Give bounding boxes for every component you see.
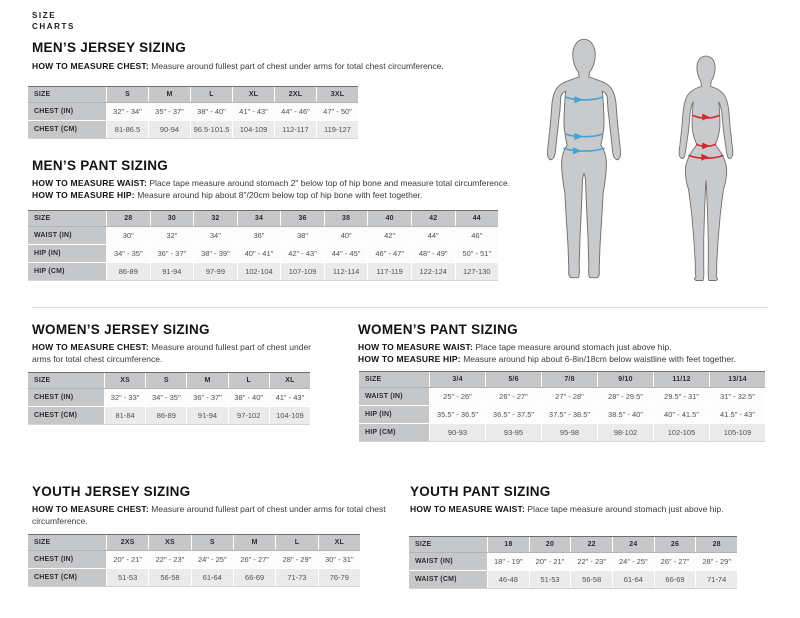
howto-text: Place tape measure around stomach 2" below top of hip bone and measure total circumference. xyxy=(149,178,511,188)
table-cell: 81-86.5 xyxy=(107,121,149,138)
table-cell: 97-99 xyxy=(194,263,238,280)
table-row-label: CHEST (CM) xyxy=(28,121,107,138)
table-cell: 20" - 21" xyxy=(530,553,572,570)
table-cell: 51-53 xyxy=(530,571,572,588)
table-cell: 44" - 46" xyxy=(275,103,317,120)
howto-label: HOW TO MEASURE WAIST: xyxy=(358,342,474,352)
table-header-cell: 2XL xyxy=(275,87,317,102)
table-cell: 34" xyxy=(194,227,238,244)
table-header-row xyxy=(28,535,360,551)
table-cell: 25" - 26" xyxy=(430,388,486,405)
howto-text: Measure around hip about 8"/20cm below top of hip bone with feet together. xyxy=(137,189,423,200)
table-header-cell: 40 xyxy=(368,211,412,226)
howto-text: Measure around fullest part of chest under arms for total chest circumference. xyxy=(32,504,386,526)
table-header-cell: XL xyxy=(334,539,344,546)
table-cell: 35" - 37" xyxy=(149,103,191,120)
size-charts-label-line2: CHARTS xyxy=(32,22,75,31)
female-body-silhouette xyxy=(664,50,748,282)
table-row-label: HIP (CM) xyxy=(359,424,430,441)
table-row-label: HIP (CM) xyxy=(28,263,107,280)
table-header-cell: XS xyxy=(105,373,146,388)
table-row xyxy=(359,406,765,424)
table-cell: 27" - 28" xyxy=(542,388,598,405)
table-cell: 104-109 xyxy=(276,411,304,420)
table-cell: 105-109 xyxy=(723,428,752,437)
table-header-cell: S xyxy=(192,535,234,550)
table-header-cell: 18 xyxy=(488,537,530,552)
table-header-cell: XL xyxy=(233,87,275,102)
table-cell: 26" - 27" xyxy=(655,553,697,570)
size-charts-label-line1: SIZE xyxy=(32,11,57,20)
table-header-row xyxy=(28,373,310,389)
table-cell: 40" - 41" xyxy=(238,245,282,262)
table-row xyxy=(409,553,737,571)
table-cell: 47" - 50" xyxy=(323,107,352,116)
table-row xyxy=(359,388,765,406)
table-header-cell: 3XL xyxy=(330,91,345,98)
table-row xyxy=(28,121,358,139)
table-cell: 41" - 43" xyxy=(233,103,275,120)
table-header-row xyxy=(359,372,765,388)
table-header-cell: 28 xyxy=(712,541,721,548)
table-cell: 112-114 xyxy=(325,263,369,280)
female-figure xyxy=(664,50,748,282)
table-cell: 86-89 xyxy=(146,407,187,424)
table-cell: 38" xyxy=(281,227,325,244)
howto-label: HOW TO MEASURE CHEST: xyxy=(32,342,149,352)
table-row xyxy=(409,571,737,589)
table-cell: 38" - 40" xyxy=(229,389,270,406)
table-header-cell: XL xyxy=(285,377,295,384)
table-cell: 61-64 xyxy=(613,571,655,588)
table-row xyxy=(28,227,498,245)
table-cell: 46" - 47" xyxy=(368,245,412,262)
table-cell: 91-94 xyxy=(151,263,195,280)
table-header-cell: 34 xyxy=(238,211,282,226)
table-row-label: CHEST (IN) xyxy=(28,389,105,406)
table-cell: 40" - 41.5" xyxy=(654,406,710,423)
howto-label: HOW TO MEASURE CHEST: xyxy=(32,61,149,71)
howto-text: Measure around fullest part of chest under arms for total chest circumference. xyxy=(151,61,444,71)
table-row xyxy=(28,263,498,281)
youth-pant-table xyxy=(409,536,737,589)
table-cell: 30" xyxy=(107,227,151,244)
table-cell: 24" - 25" xyxy=(613,553,655,570)
table-cell: 66-69 xyxy=(234,569,276,586)
table-header-cell: M xyxy=(149,87,191,102)
womens-jersey-table xyxy=(28,372,310,425)
howto-text: Place tape measure around stomach just above hip. xyxy=(527,504,724,514)
table-cell: 35.5" - 36.5" xyxy=(430,406,486,423)
table-row xyxy=(28,551,360,569)
table-row xyxy=(28,569,360,587)
table-cell: 76-79 xyxy=(329,573,349,582)
table-header-row xyxy=(28,87,358,103)
table-header-cell: 11/12 xyxy=(654,372,710,387)
table-header-row xyxy=(409,537,737,553)
table-cell: 28" - 29.5" xyxy=(598,388,654,405)
table-cell: 36" - 37" xyxy=(151,245,195,262)
table-header-cell: XS xyxy=(149,535,191,550)
table-cell: 127-130 xyxy=(463,267,491,276)
table-header-cell: L xyxy=(191,87,233,102)
table-cell: 81-84 xyxy=(105,407,146,424)
mens-pant-table xyxy=(28,210,498,281)
table-cell: 26" - 27" xyxy=(486,388,542,405)
table-cell: 48" - 49" xyxy=(412,245,456,262)
table-row xyxy=(359,424,765,442)
table-header-cell: 28 xyxy=(107,211,151,226)
womens-pant-table xyxy=(359,371,765,442)
howto-label: HOW TO MEASURE HIP: xyxy=(32,189,135,200)
section-title-youth-jersey: YOUTH JERSEY SIZING xyxy=(32,484,191,499)
table-cell: 24" - 25" xyxy=(192,551,234,568)
section-title-mens-jersey: MEN’S JERSEY SIZING xyxy=(32,40,186,55)
table-cell: 90-93 xyxy=(430,424,486,441)
table-cell: 18" - 19" xyxy=(488,553,530,570)
mens-jersey-table xyxy=(28,86,358,139)
youth-jersey-table xyxy=(28,534,360,587)
table-cell: 97-102 xyxy=(229,407,270,424)
table-cell: 20" - 21" xyxy=(107,551,149,568)
howto-text: Measure around fullest part of chest under arms for total chest circumference. xyxy=(32,342,311,364)
table-header-cell: 24 xyxy=(613,537,655,552)
table-cell: 91-94 xyxy=(187,407,228,424)
table-header-cell: 26 xyxy=(655,537,697,552)
table-cell: 28" - 29" xyxy=(276,551,318,568)
table-cell: 117-119 xyxy=(368,263,412,280)
table-cell: 40" xyxy=(325,227,369,244)
table-row xyxy=(28,103,358,121)
table-row-label: WAIST (IN) xyxy=(28,227,107,244)
howto-label: HOW TO MEASURE WAIST: xyxy=(32,178,148,188)
table-cell: 90-94 xyxy=(149,121,191,138)
table-header-cell: 9/10 xyxy=(598,372,654,387)
table-header-cell: S xyxy=(146,373,187,388)
table-row xyxy=(28,245,498,263)
howto-label: HOW TO MEASURE HIP: xyxy=(358,353,461,364)
table-cell: 22" - 23" xyxy=(149,551,191,568)
table-header-cell: 22 xyxy=(571,537,613,552)
table-cell: 96.5-101.5 xyxy=(191,121,233,138)
table-cell: 66-69 xyxy=(655,571,697,588)
table-corner-cell: SIZE xyxy=(28,373,105,388)
table-row xyxy=(28,389,310,407)
table-header-cell: 42 xyxy=(412,211,456,226)
table-cell: 32" xyxy=(151,227,195,244)
table-cell: 46-48 xyxy=(488,571,530,588)
table-header-cell: 38 xyxy=(325,211,369,226)
table-cell: 41.5" - 43" xyxy=(720,410,755,419)
male-body-silhouette xyxy=(536,36,632,281)
table-corner-cell: SIZE xyxy=(28,211,107,226)
table-cell: 95-98 xyxy=(542,424,598,441)
table-row-label: CHEST (CM) xyxy=(28,569,107,586)
table-header-cell: L xyxy=(276,535,318,550)
table-corner-cell: SIZE xyxy=(359,372,430,387)
table-row-label: WAIST (CM) xyxy=(409,571,488,588)
table-cell: 22" - 23" xyxy=(571,553,613,570)
table-cell: 44" - 45" xyxy=(325,245,369,262)
table-header-cell: M xyxy=(234,535,276,550)
table-cell: 29.5" - 31" xyxy=(654,388,710,405)
table-header-cell: 20 xyxy=(530,537,572,552)
table-cell: 38" - 39" xyxy=(194,245,238,262)
table-header-cell: 2XS xyxy=(107,535,149,550)
table-cell: 122-124 xyxy=(412,263,456,280)
table-cell: 104-109 xyxy=(233,121,275,138)
table-cell: 32" - 34" xyxy=(107,103,149,120)
table-cell: 71-73 xyxy=(276,569,318,586)
table-cell: 107-109 xyxy=(281,263,325,280)
table-cell: 36.5" - 37.5" xyxy=(486,406,542,423)
table-header-cell: 30 xyxy=(151,211,195,226)
table-cell: 42" - 43" xyxy=(281,245,325,262)
table-header-cell: 32 xyxy=(194,211,238,226)
table-header-cell: 13/14 xyxy=(728,376,747,383)
table-cell: 98-102 xyxy=(598,424,654,441)
table-cell: 30" - 31" xyxy=(324,555,354,564)
section-title-womens-pant: WOMEN’S PANT SIZING xyxy=(358,322,518,337)
table-header-cell: S xyxy=(107,87,149,102)
table-cell: 56-58 xyxy=(571,571,613,588)
table-cell: 50" - 51" xyxy=(462,249,492,258)
table-row-label: WAIST (IN) xyxy=(359,388,430,405)
table-cell: 28" - 29" xyxy=(702,557,732,566)
table-header-cell: 7/8 xyxy=(542,372,598,387)
table-cell: 86-89 xyxy=(107,263,151,280)
table-header-cell: 36 xyxy=(281,211,325,226)
table-row-label: HIP (IN) xyxy=(28,245,107,262)
howto-text: Place tape measure around stomach just above hip. xyxy=(475,342,672,352)
table-cell: 34" - 35" xyxy=(107,245,151,262)
table-row-label: CHEST (IN) xyxy=(28,103,107,120)
table-cell: 56-58 xyxy=(149,569,191,586)
table-row-label: CHEST (IN) xyxy=(28,551,107,568)
table-cell: 32" - 33" xyxy=(105,389,146,406)
howto-label: HOW TO MEASURE CHEST: xyxy=(32,504,149,514)
size-charts-label xyxy=(32,10,75,32)
table-cell: 44" xyxy=(412,227,456,244)
section-title-mens-pant: MEN’S PANT SIZING xyxy=(32,158,169,173)
table-cell: 119-127 xyxy=(324,125,351,134)
male-figure xyxy=(536,36,632,281)
female-silhouette-shape xyxy=(679,56,733,280)
howto-youth-jersey xyxy=(32,504,404,527)
section-divider xyxy=(32,307,768,308)
table-corner-cell: SIZE xyxy=(28,87,107,102)
table-corner-cell: SIZE xyxy=(28,535,107,550)
table-cell: 37.5" - 38.5" xyxy=(542,406,598,423)
table-cell: 71-74 xyxy=(707,575,727,584)
table-cell: 26" - 27" xyxy=(234,551,276,568)
table-header-row xyxy=(28,211,498,227)
table-row xyxy=(28,407,310,425)
table-header-cell: 5/6 xyxy=(486,372,542,387)
howto-womens-pant xyxy=(358,342,778,365)
table-cell: 42" xyxy=(368,227,412,244)
table-cell: 36" - 37" xyxy=(187,389,228,406)
table-cell: 61-64 xyxy=(192,569,234,586)
howto-womens-jersey xyxy=(32,342,332,365)
section-title-womens-jersey: WOMEN’S JERSEY SIZING xyxy=(32,322,210,337)
table-cell: 46" xyxy=(471,231,483,240)
table-cell: 112-117 xyxy=(275,121,317,138)
table-header-cell: M xyxy=(187,373,228,388)
table-cell: 36" xyxy=(238,227,282,244)
section-title-youth-pant: YOUTH PANT SIZING xyxy=(410,484,551,499)
table-corner-cell: SIZE xyxy=(409,537,488,552)
table-row-label: HIP (IN) xyxy=(359,406,430,423)
table-cell: 38.5" - 40" xyxy=(598,406,654,423)
howto-label: HOW TO MEASURE WAIST: xyxy=(410,504,526,514)
table-cell: 102-104 xyxy=(238,263,282,280)
table-row-label: CHEST (CM) xyxy=(28,407,105,424)
table-cell: 51-53 xyxy=(107,569,149,586)
table-header-cell: 3/4 xyxy=(430,372,486,387)
howto-youth-pant xyxy=(410,504,780,516)
table-cell: 102-105 xyxy=(654,424,710,441)
table-header-cell: L xyxy=(229,373,270,388)
table-cell: 31" - 32.5" xyxy=(720,392,755,401)
table-header-cell: 44 xyxy=(472,215,481,222)
table-cell: 38" - 40" xyxy=(191,103,233,120)
howto-text: Measure around hip about 6-8in/18cm below waistline with feet together. xyxy=(463,353,736,364)
table-row-label: WAIST (IN) xyxy=(409,553,488,570)
table-cell: 41" - 43" xyxy=(275,393,305,402)
table-cell: 93-95 xyxy=(486,424,542,441)
male-silhouette-shape xyxy=(548,39,621,277)
table-cell: 34" - 35" xyxy=(146,389,187,406)
